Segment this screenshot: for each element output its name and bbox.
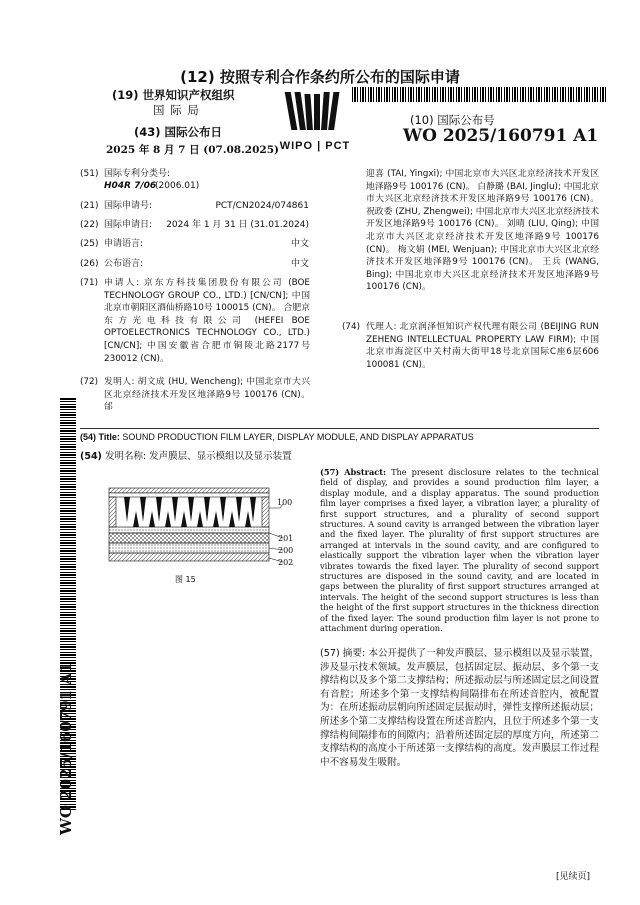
figure-label-200: 200 bbox=[278, 546, 294, 555]
barcode-top bbox=[352, 87, 608, 102]
org-subname: 国 际 局 bbox=[153, 103, 200, 117]
inventor-block: (72) 发明人: 胡文成 (HU, Wencheng); 中国北京市大兴区北京经济技术开发区地泽路9号 100176 (CN)。 邰 bbox=[80, 377, 310, 413]
biblio-fields: (51) 国际专利分类号: H04R 7/06 (2006.01) (21) 国际申请号: PCT/CN2024/074861 (22) 国际申请日: 2024 年 1 月 31 日 (31.01.2024) bbox=[80, 169, 309, 230]
wipo-logo bbox=[276, 88, 354, 152]
title-en: (54) Title: SOUND PRODUCTION FILM LAYER, DISPLAY MODULE, AND DISPLAY APPARATUS bbox=[80, 432, 474, 442]
publication-date: 2025 年 8 月 7 日 (07.08.2025) bbox=[106, 144, 279, 156]
figure-label-201: 201 bbox=[278, 534, 294, 543]
title-cn: (54) 发明名称: 发声膜层、显示模组以及显示装置 bbox=[80, 451, 292, 462]
abstract-figure bbox=[85, 478, 310, 588]
wipo-emblem-icon bbox=[276, 88, 354, 136]
side-publication-number: WO 2025/160791 A1 bbox=[57, 662, 75, 835]
abstract-cn: (57) 摘要: 本公开提供了一种发声膜层、显示模组以及显示装置，涉及显示技术领域。发声膜层，包括固定层、振动层、多个第一支撑结构以及多个第二支撑结构；所述振动层与所述固定层之间设置有音腔；所述多个第一支撑结构间隔排布在所述音腔内，被配置为：在所述振动层朝向所述固定层振动时，弹性支撑所述振动层；所述多个第二支撑结构设置在所述音腔内，且位于所述多个第一支撑结构间隔排布的间隙内；沿着所述固定层的厚度方向，所述第二支撑结构的高度小于所述第一支撑结构的高度。发声膜层工作过程中不容易发生吸附。 bbox=[320, 648, 600, 768]
figure-caption: 图 15 bbox=[175, 575, 196, 584]
applicant-block: (71) 申请人: 京东方科技集团股份有限公司 (BOE TECHNOLOGY GROUP CO., LTD.) [CN/CN]; 中国北京市朝阳区酒仙桥路10号 100015 (CN)。 合肥京东方光电科技有限公司 (HEFEI BOE OPTOELECTRONICS TECHNOLOGY CO., LTD.) [CN/CN]; 中国安徽省合肥市铜陵北路2177号 230012 (CN)。 bbox=[80, 278, 310, 364]
publication-number: WO 2025/160791 A1 bbox=[403, 126, 599, 146]
agent-block: (74) 代理人: 北京润泽恒知识产权代理有限公司 (BEIJING RUN ZEHENG INTELLECTUAL PROPERTY LAW FIRM); 中国北京市海淀区中关村南大街甲18号北京国际C座6层606 100081 (CN)。 bbox=[342, 322, 599, 370]
language-fields: (25) 申请语言: 中文 (26) 公布语言: 中文 bbox=[80, 239, 309, 269]
section-divider bbox=[80, 428, 599, 429]
continued-note: [见续页] bbox=[556, 872, 591, 882]
publication-date-label: (43) 国际公布日 bbox=[134, 125, 223, 139]
figure-label-202: 202 bbox=[278, 558, 294, 567]
wipo-pct-label: WIPO | PCT bbox=[279, 140, 351, 152]
abstract-en: (57) Abstract: The present disclosure relates to the technical field of display, and provides a sound production film layer, a display module, and a display apparatus. The sound production film layer comprises a fixed layer, a vibration layer, a plurality of first support structures, and a plurality of second support structures. A sound cavity is arranged between the vibration layer and the fixed layer. The plurality of first support structures are arranged at intervals in the sound cavity, and are configured to elastically support the vibration layer when the vibration layer vibrates towards the fixed layer. The plurality of second support structures are disposed in the sound cavity, and are located in gaps between the plurality of first support structures arranged at intervals. The height of the second support structures is less than the height of the first support structures in the thickness direction of the fixed layer. The sound production film layer is not prone to attachment during operation. bbox=[320, 467, 599, 634]
publication-number-label: (10) 国际公布号 bbox=[410, 113, 495, 127]
document-type-title: (12) 按照专利合作条约所公布的国际申请 bbox=[180, 68, 460, 86]
figure-drawing bbox=[85, 478, 310, 578]
org-name: (19) 世界知识产权组织 bbox=[112, 88, 235, 102]
inventor-continued: 迎喜 (TAI, Yingxi); 中国北京市大兴区北京经济技术开发区地泽路9号 100176 (CN)。 白静璐 (BAI, Jinglu); 中国北京市大兴区北京经济技术开发区地泽路9号 100176 (CN)。 祝政委 (ZHU, Zhengwei); 中国北京市大兴区北京经济技术开发区地泽路9号 100176 (CN)。 刘晴 (LIU, Qing); 中国北京市大兴区北京经济技术开发区地泽路9号 100176 (CN)。 梅文娟 (MEI, Wenjuan); 中国北京市大兴区北京经济技术开发区地泽路9号 100176 (CN)。 王兵 (WANG, Bing); 中国北京市大兴区北京经济技术开发区地泽路9号 100176 (CN)。 bbox=[366, 169, 599, 293]
figure-label-100: 100 bbox=[277, 498, 293, 507]
